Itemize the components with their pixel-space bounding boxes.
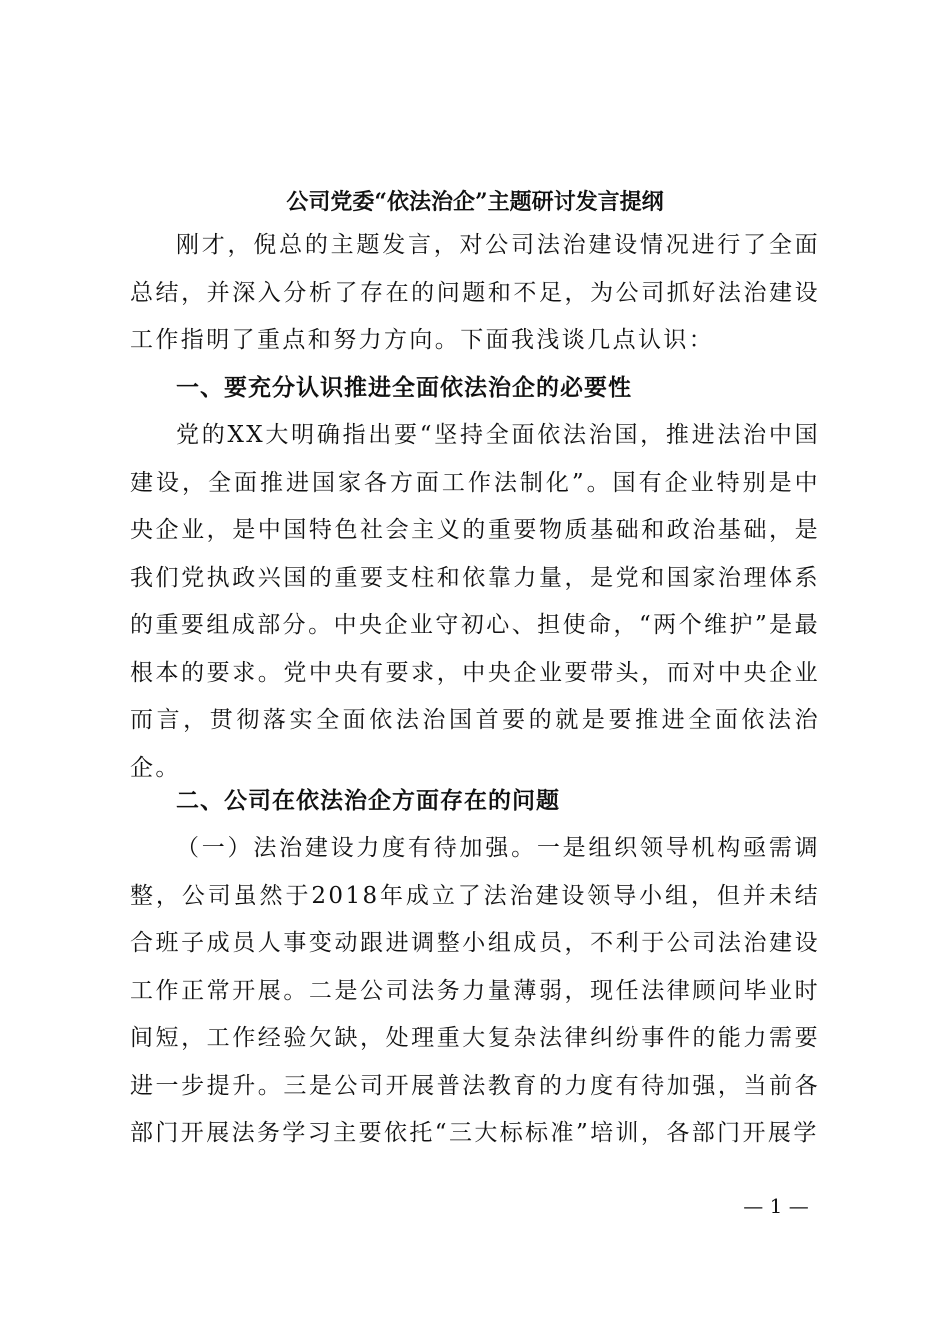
page-number: — 1 — [743,1194,809,1218]
intro-paragraph: 刚才，倪总的主题发言，对公司法治建设情况进行了全面总结，并深入分析了存在的问题和不足，为公司抓好法治建设工作指明了重点和努力方向。下面我浅谈几点认识： [130,232,820,353]
document-title: 公司党委“依法治企”主题研讨发言提纲 [286,189,664,215]
section-1-heading: 一、要充分认识推进全面依法治企的必要性 [176,375,632,401]
section-1-paragraph: 党的XX大明确指出要“坚持全面依法治国，推进法治中国建设，全面推进国家各方面工作法制化”。国有企业特别是中央企业，是中国特色社会主义的重要物质基础和政治基础，是我们党执政兴国的重要支柱和依靠力量，是党和国家治理体系的重要组成部分。中央企业守初心、担使命，“两个维护”是最根本的要求。党中央有要求，中央企业要带头，而对中央企业而言，贯彻落实全面依法治国首要的就是要推进全面依法治企。 [130,422,820,781]
section-2-heading: 二、公司在依法治企方面存在的问题 [176,788,560,814]
section-2-paragraph: （一）法治建设力度有待加强。一是组织领导机构亟需调整，公司虽然于2018年成立了法治建设领导小组，但并未结合班子成员人事变动跟进调整小组成员，不利于公司法治建设工作正常开展。二是公司法务力量薄弱，现任法律顾问毕业时间短，工作经验欠缺，处理重大复杂法律纠纷事件的能力需要进一步提升。三是公司开展普法教育的力度有待加强，当前各部门开展法务学习主要依托“三大标标准”培训，各部门开展学 [130,835,820,1146]
